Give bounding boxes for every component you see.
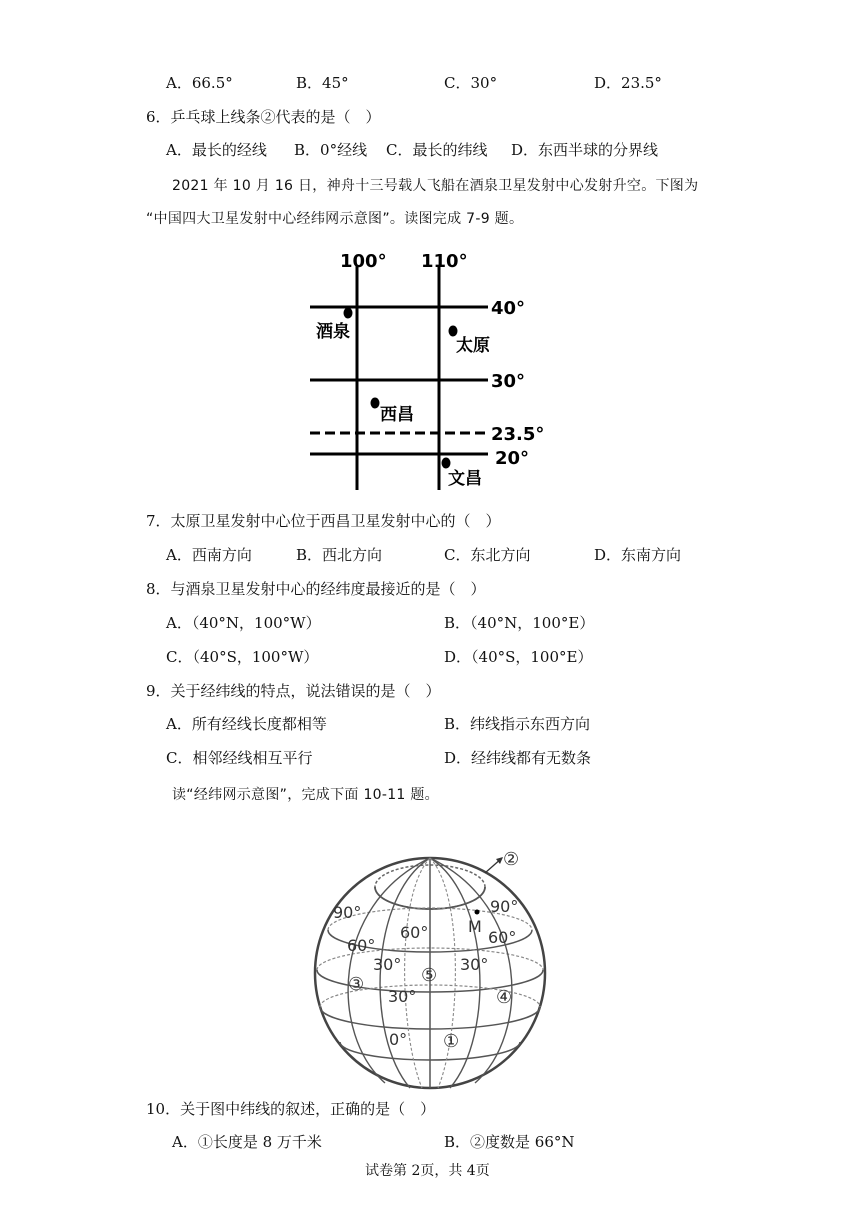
q9-option-a: A．所有经线长度都相等 — [166, 715, 327, 733]
q9-option-d: D．经纬线都有无数条 — [444, 749, 592, 767]
lat-label-20: 20° — [495, 448, 530, 469]
q7-option-a: A．西南方向 — [166, 546, 252, 564]
q8-option-d: D．（40°S，100°E） — [444, 648, 593, 666]
lat-label-40: 40° — [491, 298, 526, 319]
q10-option-b: B．②度数是 66°N — [444, 1133, 575, 1151]
q7-option-b: B．西北方向 — [296, 546, 383, 564]
label-60-right: 60° — [488, 928, 517, 947]
lon-label-110: 110° — [421, 251, 468, 272]
place-taiyuan: 太原 — [456, 336, 490, 356]
q10-option-a: A．①长度是 8 万千米 — [172, 1133, 322, 1151]
intro-7-9-line1: 2021 年 10 月 16 日，神舟十三号载人飞船在酒泉卫星发射中心发射升空。下图为 — [172, 178, 699, 194]
q6-option-a: A．最长的经线 — [166, 141, 267, 159]
q9-stem: 9．关于经纬线的特点，说法错误的是（ ） — [146, 682, 441, 700]
q10-stem: 10．关于图中纬线的叙述，正确的是（ ） — [146, 1100, 436, 1118]
marker-4: ④ — [496, 987, 513, 1008]
q6-option-c: C．最长的纬线 — [386, 141, 488, 159]
label-30-left: 30° — [373, 955, 402, 974]
label-90-right: 90° — [490, 897, 519, 916]
launch-center-grid-map — [300, 245, 560, 495]
marker-1: ① — [443, 1031, 460, 1052]
wenchang-dot — [442, 458, 451, 469]
label-60-center: 60° — [400, 923, 429, 942]
q5-option-a: A．66.5° — [166, 74, 233, 92]
lat-label-23-5: 23.5° — [491, 424, 545, 445]
label-30-right: 30° — [460, 955, 489, 974]
q9-option-c: C．相邻经线相互平行 — [166, 749, 313, 767]
intro-10-11: 读“经纬网示意图”，完成下面 10-11 题。 — [172, 787, 439, 803]
page-footer: 试卷第 2页，共 4页 — [365, 1163, 490, 1179]
q7-stem: 7．太原卫星发射中心位于西昌卫星发射中心的（ ） — [146, 512, 501, 530]
q5-option-b: B．45° — [296, 74, 349, 92]
q9-option-b: B．纬线指示东西方向 — [444, 715, 591, 733]
lat-label-30: 30° — [491, 371, 526, 392]
q7-option-d: D．东南方向 — [594, 546, 682, 564]
label-90-left: 90° — [333, 903, 362, 922]
label-0: 0° — [389, 1030, 408, 1049]
label-m: M — [468, 917, 482, 936]
taiyuan-dot — [449, 326, 458, 337]
q5-option-c: C．30° — [444, 74, 498, 92]
q8-option-b: B．（40°N，100°E） — [444, 614, 595, 632]
q8-option-a: A．（40°N，100°W） — [166, 614, 321, 632]
q7-option-c: C．东北方向 — [444, 546, 531, 564]
intro-7-9-line2: “中国四大卫星发射中心经纬网示意图”。读图完成 7-9 题。 — [146, 211, 524, 227]
jiuquan-dot — [344, 308, 353, 319]
place-xichang: 西昌 — [380, 405, 414, 425]
label-30-lower: 30° — [388, 987, 417, 1006]
q6-option-b: B．0°经线 — [294, 141, 368, 159]
point-m — [475, 910, 480, 915]
marker-2: ② — [503, 849, 520, 870]
q5-option-d: D．23.5° — [594, 74, 662, 92]
q6-stem: 6．乒乓球上线条②代表的是（ ） — [146, 108, 381, 126]
marker-5: ⑤ — [421, 965, 438, 986]
globe-graticule-figure — [300, 835, 560, 1090]
q8-option-c: C．（40°S，100°W） — [166, 648, 319, 666]
q8-stem: 8．与酒泉卫星发射中心的经纬度最接近的是（ ） — [146, 580, 486, 598]
q6-option-d: D．东西半球的分界线 — [511, 141, 659, 159]
marker-3: ③ — [348, 974, 365, 995]
place-jiuquan: 酒泉 — [316, 322, 350, 342]
place-wenchang: 文昌 — [448, 469, 482, 489]
label-60-left: 60° — [347, 936, 376, 955]
xichang-dot — [371, 398, 380, 409]
lon-label-100: 100° — [340, 251, 387, 272]
